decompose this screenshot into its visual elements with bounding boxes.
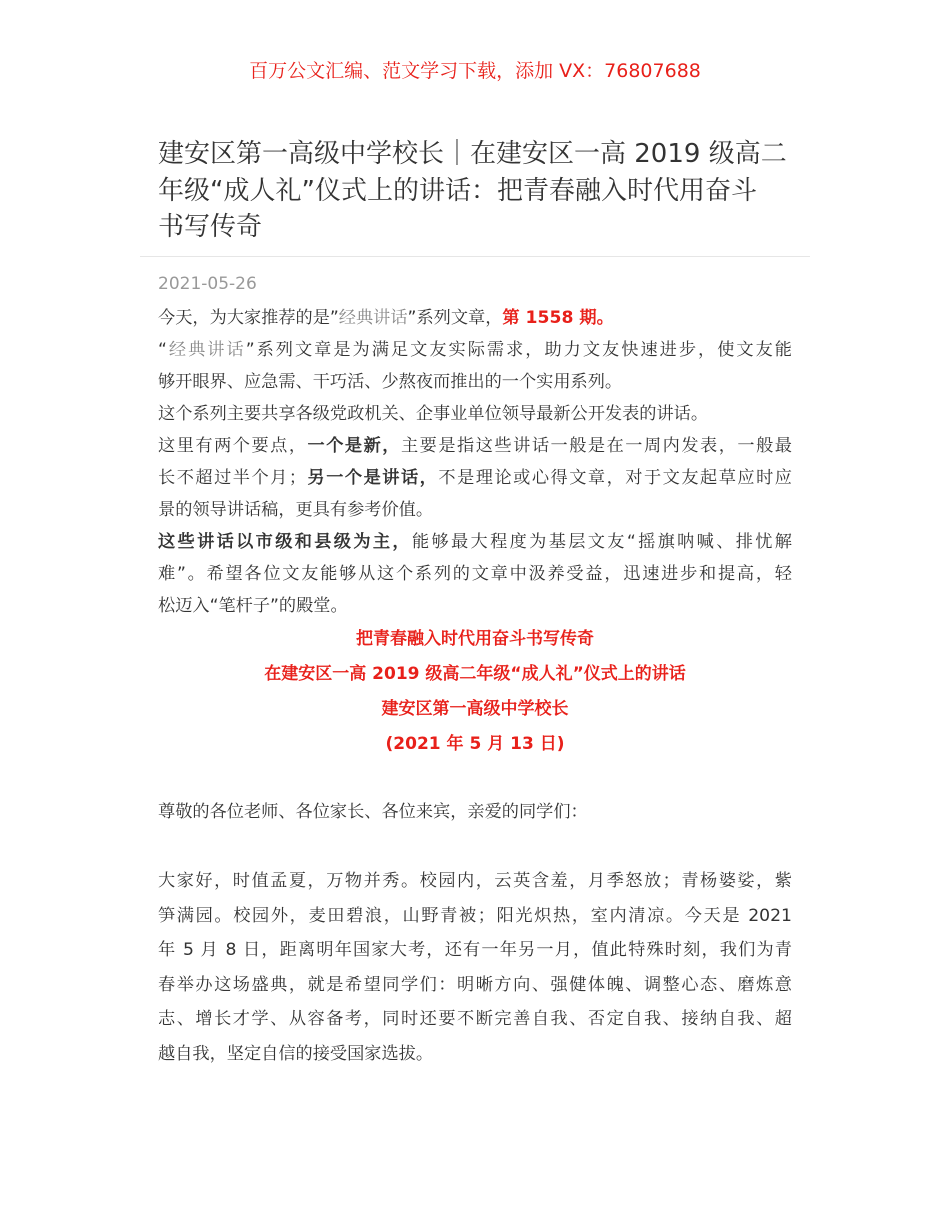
intro-line (158, 302, 792, 334)
publish-date: 2021-05-26 (158, 274, 257, 294)
paragraph-line: 志、增长才学、从容备考，同时还要不断完善自我、否定自我、接纳自我、超 (158, 1009, 792, 1030)
text-segment: “ (158, 340, 167, 360)
title-line: 书写传奇 (158, 212, 263, 242)
bold-text: 另一个是讲话， (306, 468, 439, 488)
greeting: 尊敬的各位老师、各位家长、各位来宾，亲爱的同学们： (158, 802, 588, 822)
body-paragraph (158, 864, 792, 1072)
bold-text: 这些讲话以市级和县级为主， (158, 532, 412, 552)
paragraph-line: 笋满园。校园外，麦田碧浪，山野青被；阳光炽热，室内清凉。今天是 2021 (158, 905, 792, 926)
intro-line (158, 398, 792, 430)
text-segment: 景的领导讲话稿，更具有参考价值。 (158, 500, 434, 520)
intro-line (158, 558, 792, 590)
intro-line (158, 334, 792, 366)
text-segment: 这个系列主要共享各级党政机关、企事业单位领导最新公开发表的讲话。 (158, 404, 709, 424)
bold-text: 一个是新， (307, 436, 401, 456)
paragraph-line: 越自我，坚定自信的接受国家选拔。 (158, 1043, 434, 1064)
intro-line (158, 462, 792, 494)
title-divider (140, 256, 810, 257)
title-line: 年级“成人礼”仪式上的讲话：把青春融入时代用奋斗 (158, 175, 757, 206)
text-segment: 松迈入“笔杆子”的殿堂。 (158, 596, 348, 616)
text-segment: 够开眼界、应急需、干巧活、少熬夜而推出的一个实用系列。 (158, 372, 623, 392)
speech-headings (158, 622, 792, 762)
text-segment: 这里有两个要点， (158, 436, 308, 456)
text-segment: 能够最大程度为基层文友“摇旗呐喊、排忧解 (411, 532, 792, 552)
text-segment: 经典讲话 (166, 340, 246, 360)
text-segment: ”系列文章是为满足文友实际需求，助力文友快速进步，使文友能 (245, 340, 792, 360)
text-segment: 难”。希望各位文友能够从这个系列的文章中汲养受益，迅速进步和提高，轻 (158, 564, 792, 584)
speaker: 建安区第一高级中学校长 (381, 699, 569, 719)
intro-line (158, 366, 792, 398)
intro-section (158, 302, 792, 622)
text-segment: 不是理论或心得文章，对于文友起草应时应 (438, 468, 792, 488)
paragraph-line: 大家好，时值孟夏，万物并秀。校园内，云英含羞，月季怒放；青杨婆娑，紫 (158, 871, 792, 891)
paragraph-line: 春举办这场盛典，就是希望同学们：明晰方向、强健体魄、调整心态、磨炼意 (158, 974, 792, 995)
intro-line (158, 526, 792, 558)
intro-line (158, 494, 792, 526)
issue-number: 第 1558 期。 (502, 308, 614, 328)
text-segment: 长不超过半个月； (158, 468, 307, 488)
intro-line (158, 430, 792, 462)
speech-subtitle: 在建安区一高 2019 级高二年级“成人礼”仪式上的讲话 (264, 664, 686, 684)
speech-date: (2021 年 5 月 13 日) (385, 734, 565, 754)
paragraph-line: 年 5 月 8 日，距离明年国家大考，还有一年另一月，值此特殊时刻，我们为青 (158, 940, 792, 961)
article-title (158, 136, 798, 246)
intro-line (158, 590, 792, 622)
speech-title: 把青春融入时代用奋斗书写传奇 (356, 629, 594, 649)
text-segment: 今天，为大家推荐的是” (158, 308, 339, 328)
promo-banner: 百万公文汇编、范文学习下载，添加 VX：76807688 (249, 60, 701, 82)
text-segment: ”系列文章， (407, 308, 503, 328)
text-segment: 经典讲话 (338, 308, 408, 328)
title-line: 建安区第一高级中学校长｜在建安区一高 2019 级高二 (158, 139, 787, 169)
text-segment: 主要是指这些讲话一般是在一周内发表，一般最 (400, 436, 792, 456)
